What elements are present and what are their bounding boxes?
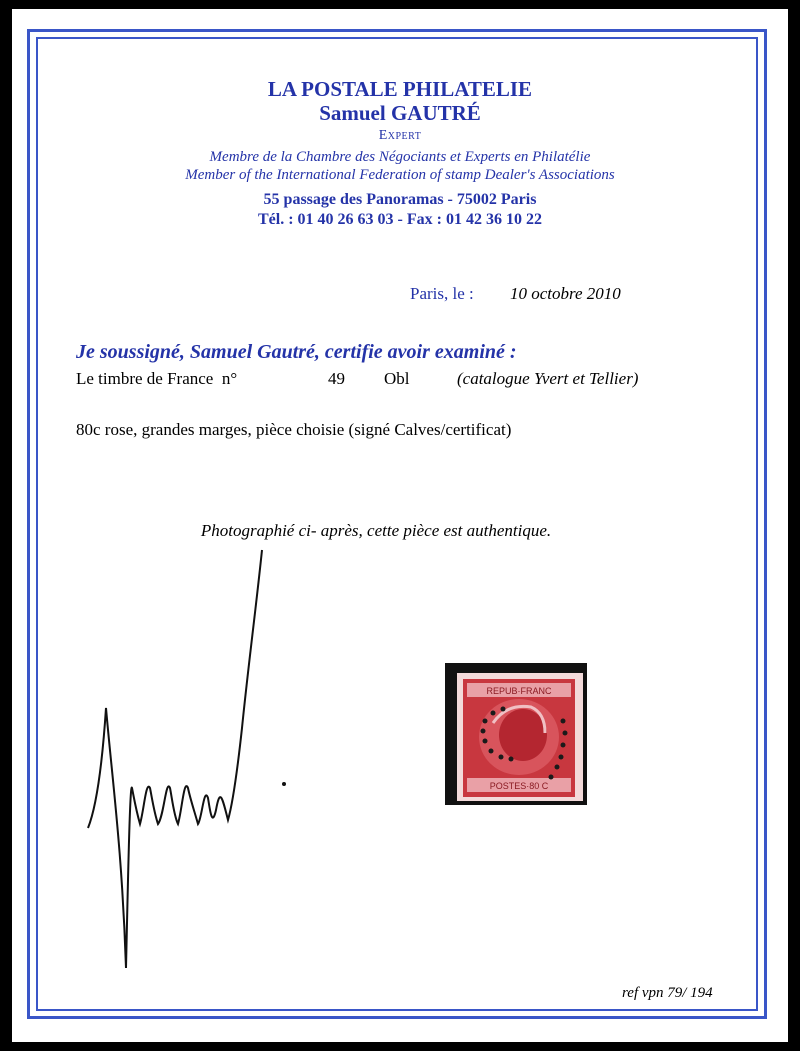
membership-french: Membre de la Chambre des Négociants et Experts en Philatélie [209, 149, 591, 165]
stamp-condition: Obl [384, 369, 410, 388]
catalogue-reference: (catalogue Yvert et Tellier) [457, 369, 639, 388]
stamp-bottom-text: POSTES·80 C [489, 781, 549, 791]
date-value: 10 octobre 2010 [510, 284, 621, 303]
company-name: LA POSTALE PHILATELIE [267, 77, 533, 101]
stamp-number: 49 [328, 369, 345, 388]
phone-fax: Tél. : 01 40 26 63 03 - Fax : 01 42 36 10 22 [258, 211, 542, 228]
authenticity-statement: Photographié ci- après, cette pièce est authentique. [200, 521, 552, 540]
expert-title: Expert [378, 128, 422, 143]
reference-number: ref vpn 79/ 194 [622, 985, 713, 1001]
stamp-country-label: Le timbre de France n° [76, 369, 238, 388]
stamp-top-text: REPUB·FRANC [486, 686, 552, 696]
expert-name: Samuel GAUTRÉ [319, 101, 481, 125]
stamp-description: 80c rose, grandes marges, pièce choisie (signé Calves/certificat) [76, 420, 512, 439]
stamp-photo [445, 663, 587, 805]
membership-english: Member of the International Federation of stamp Dealer's Associations [185, 167, 615, 183]
date-label: Paris, le : [410, 284, 474, 303]
signature-image [60, 548, 310, 988]
certify-statement: Je soussigné, Samuel Gautré, certifie avoir examiné : [76, 341, 517, 363]
address: 55 passage des Panoramas - 75002 Paris [263, 191, 537, 208]
